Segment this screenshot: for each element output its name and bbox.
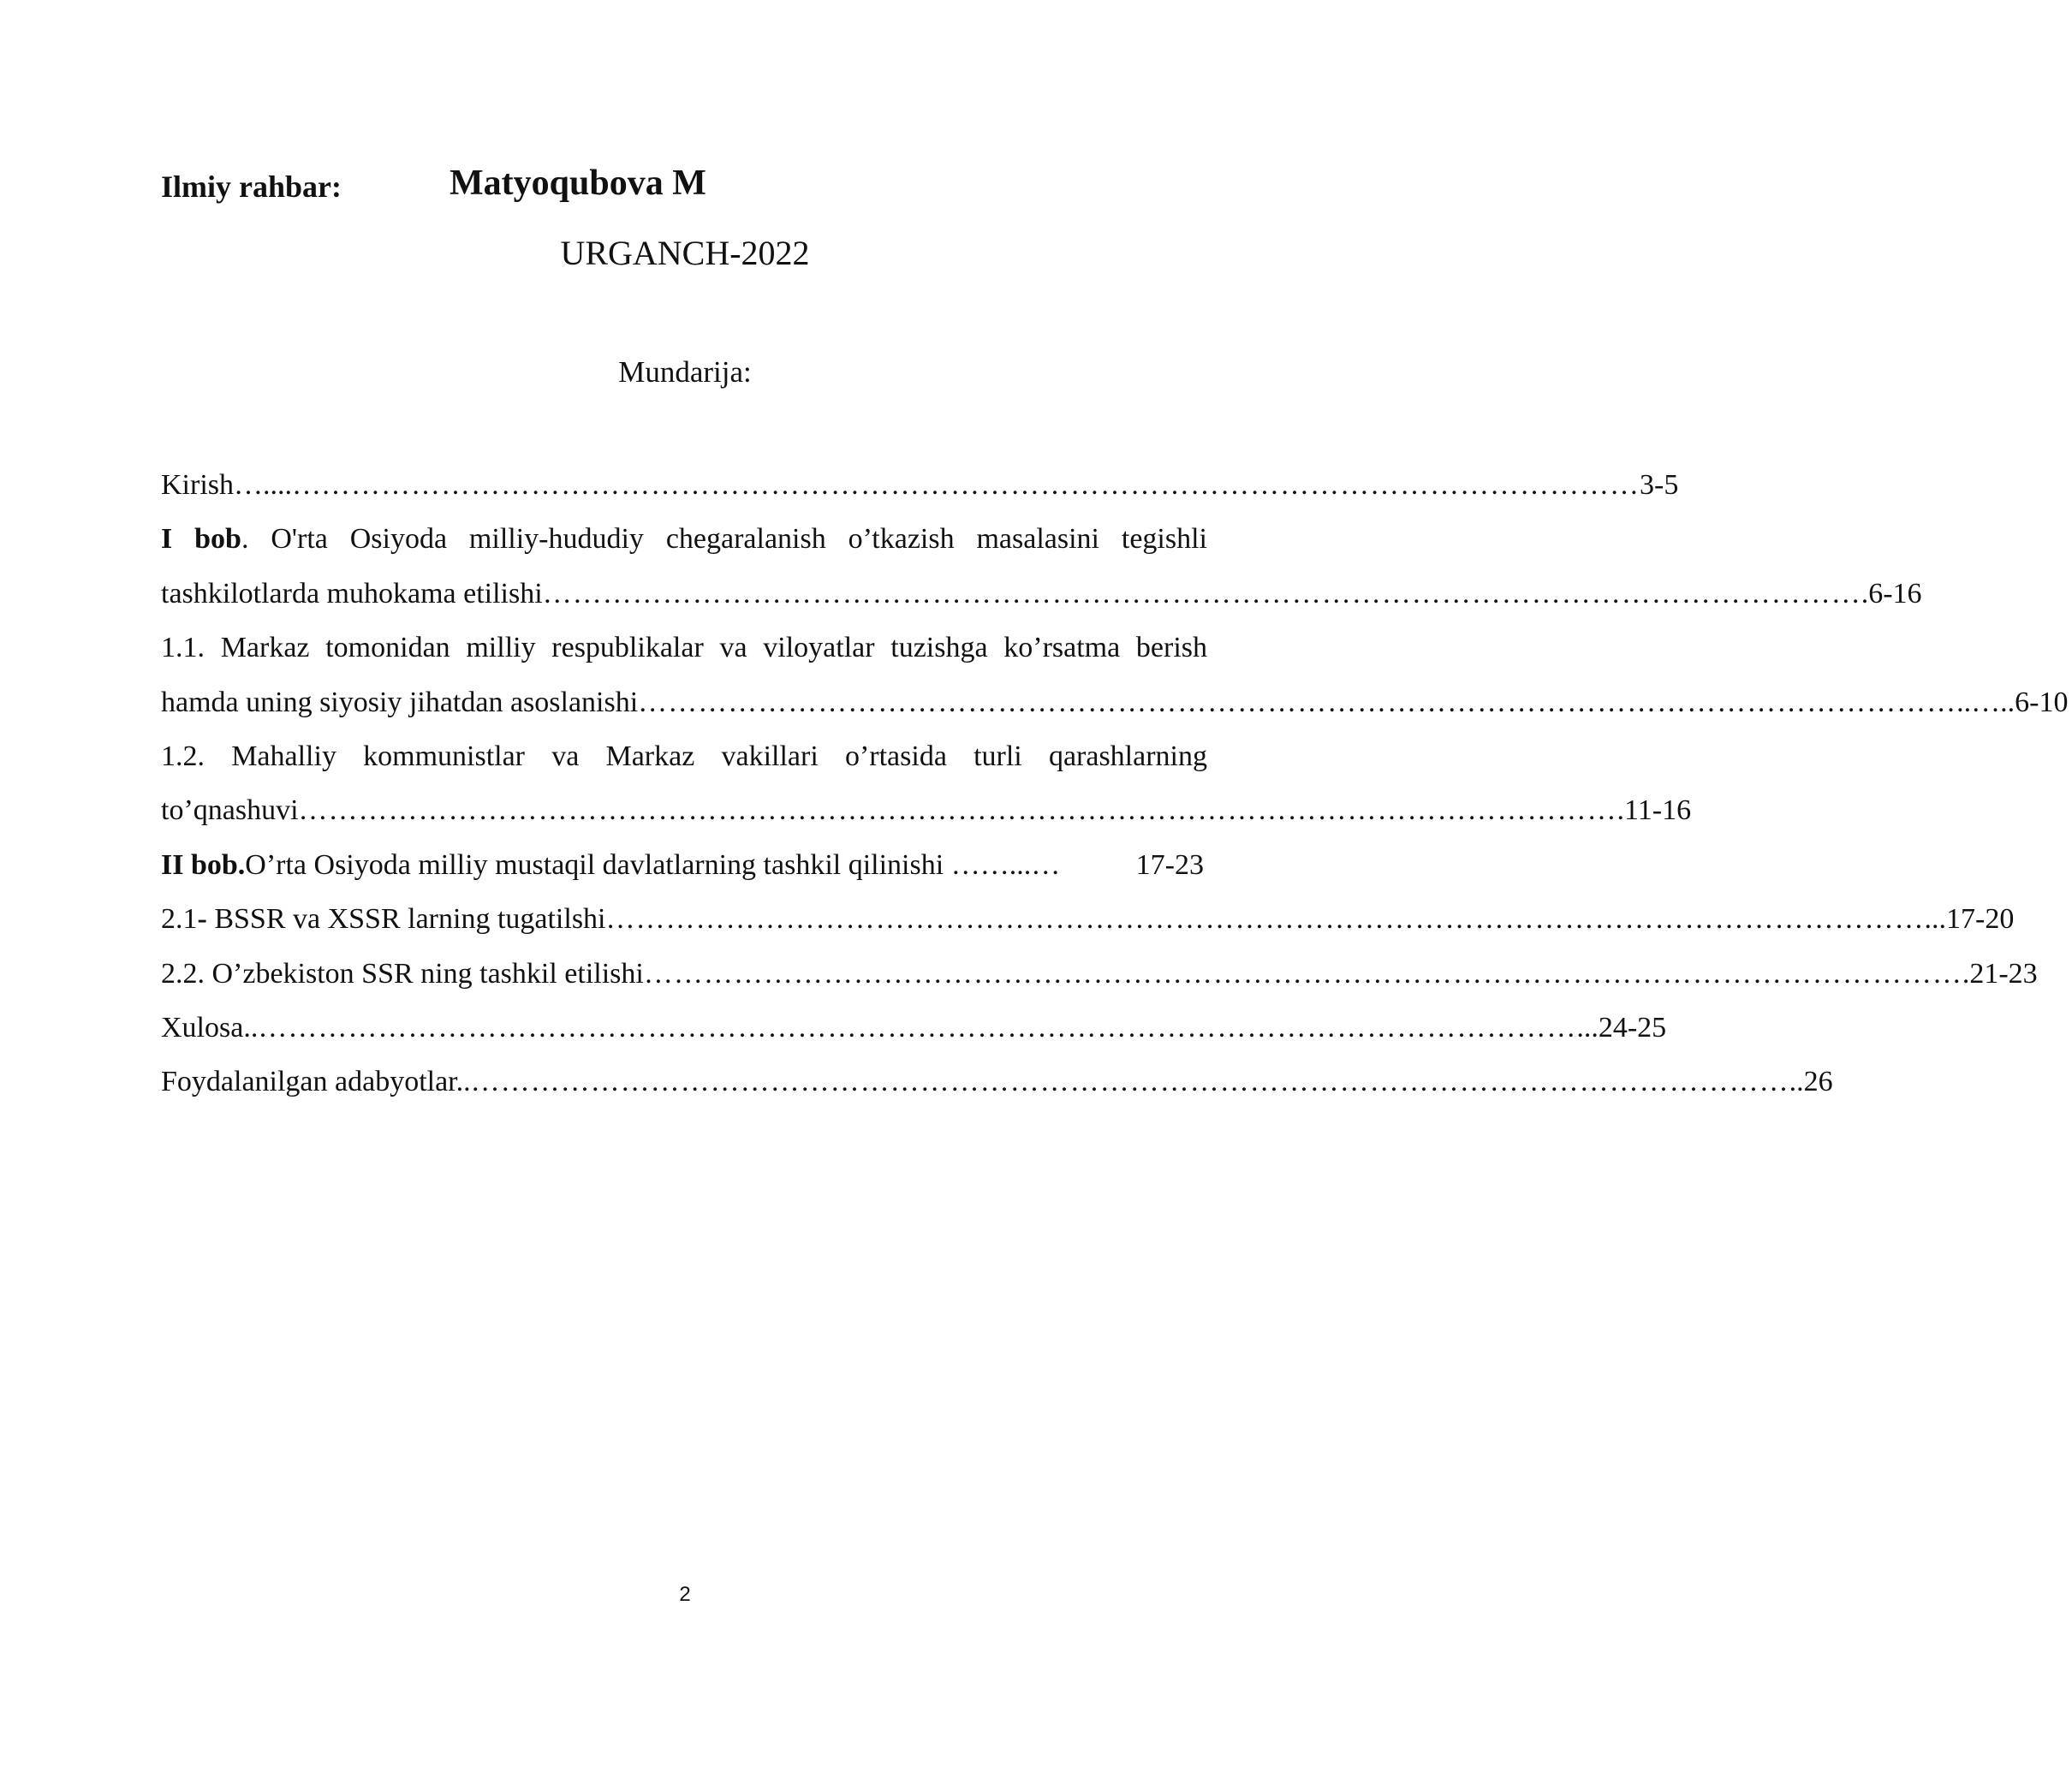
table-of-contents bbox=[161, 458, 2069, 1109]
supervisor-name: Matyoqubova M bbox=[450, 164, 706, 203]
toc-entry-text: 2.2. O’zbekiston SSR ning tashkil etilishi bbox=[161, 957, 644, 990]
dot-leader: …………………………………………………………………………………………………………………… bbox=[643, 957, 1962, 990]
toc-page-number: .11-16 bbox=[1617, 794, 1692, 827]
toc-page-number: .21-23 bbox=[1962, 957, 2038, 990]
dot-leader: …………………………………………………………………………………………………………………… bbox=[605, 903, 1925, 936]
toc-entry-section-1-2-line-2 bbox=[161, 783, 1692, 837]
toc-entry-kirish bbox=[161, 458, 1679, 512]
toc-entry-adabiyotlar bbox=[161, 1055, 1833, 1109]
toc-title: Mundarija: bbox=[618, 355, 752, 389]
toc-entry-section-1-2-line-1 bbox=[161, 729, 1207, 783]
dot-leader: …………………………………………………………………………………………………………………… bbox=[470, 1066, 1789, 1098]
toc-entry-text: 2.1- BSSR va XSSR larning tugatilshi bbox=[161, 903, 606, 936]
toc-entry-text: . O'rta Osiyoda milliy-hududiy chegaralanish o’tkazish masalasini tegishli bbox=[241, 523, 1207, 556]
dot-leader: …………………………………………………………………………………………………………………… bbox=[258, 1011, 1577, 1044]
toc-entry-section-2-2 bbox=[161, 947, 2038, 1001]
supervisor-line bbox=[161, 161, 1206, 209]
dot-leader: …………………………………………………………………………………………………………………… bbox=[298, 794, 1617, 827]
toc-entry-section-1-1-line-2 bbox=[161, 675, 2069, 729]
toc-page-number: ...24-25 bbox=[1576, 1011, 1667, 1044]
city-year: URGANCH-2022 bbox=[560, 234, 810, 272]
dot-leader: …………………………………………………………………………………………………………………… bbox=[638, 686, 1957, 718]
toc-page-number: ...17-20 bbox=[1924, 903, 2015, 936]
toc-page-number: ..…..6-10 bbox=[1956, 686, 2069, 718]
dot-leader: …………………………………………………………………………………………………………………… bbox=[542, 577, 1861, 609]
toc-entry-text: to’qnashuvi bbox=[161, 794, 299, 827]
toc-entry-text: Foydalanilgan adabyotlar.. bbox=[161, 1066, 471, 1098]
supervisor-label: Ilmiy rahbar: bbox=[161, 169, 342, 204]
toc-entry-text: hamda uning siyosiy jihatdan asoslanishi bbox=[161, 686, 639, 718]
toc-page-number: .6-16 bbox=[1861, 577, 1922, 609]
page-number: 2 bbox=[679, 1583, 691, 1606]
toc-entry-text: 1.1. Markaz tomonidan milliy respublikalar va viloyatlar tuzishga ko’rsatma berish bbox=[161, 632, 1207, 664]
toc-entry-chapter-1-line-2 bbox=[161, 567, 1922, 621]
toc-entry-text: 1.2. Mahalliy kommunistlar va Markaz vakillari o’rtasida turli qarashlarning bbox=[161, 740, 1207, 772]
chapter-label: II bob. bbox=[161, 848, 246, 881]
toc-page-number: 3-5 bbox=[1640, 469, 1679, 501]
toc-entry-chapter-1-line-1 bbox=[161, 512, 1207, 566]
toc-entry-chapter-2 bbox=[161, 838, 1207, 892]
toc-page-number: 17-23 bbox=[1135, 848, 1204, 881]
toc-entry-text: II bob.O’rta Osiyoda milliy mustaqil davlatlarning tashkil qilinishi ……...… bbox=[161, 848, 1061, 881]
chapter-label: I bob bbox=[161, 523, 241, 556]
dot-leader: …………………………………………………………………………………………………………………… bbox=[321, 469, 1640, 501]
toc-entry-text: tashkilotlarda muhokama etilishi bbox=[161, 577, 543, 609]
toc-entry-text: Xulosa.. bbox=[161, 1011, 259, 1044]
toc-entry-section-2-1 bbox=[161, 892, 2015, 946]
toc-entry-text: Kirish…....… bbox=[161, 469, 321, 501]
toc-entry-xulosa bbox=[161, 1001, 1667, 1055]
toc-page-number: ..26 bbox=[1789, 1066, 1833, 1098]
toc-entry-section-1-1-line-1 bbox=[161, 621, 1207, 675]
